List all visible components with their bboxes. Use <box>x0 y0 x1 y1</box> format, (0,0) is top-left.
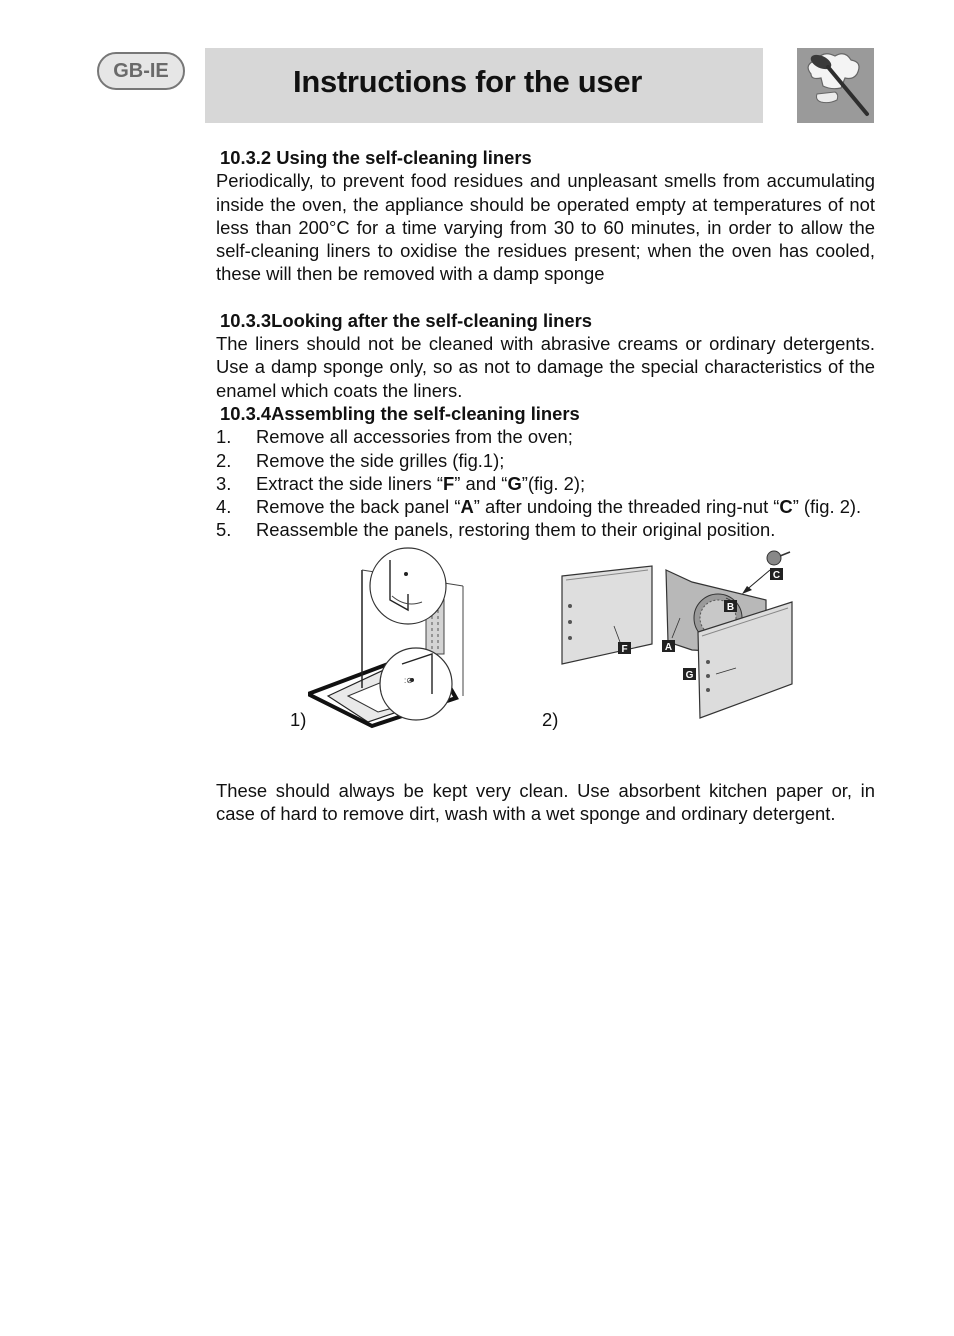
page-header <box>205 48 763 123</box>
list-item <box>216 495 875 518</box>
step-text: ” after undoing the threaded ring-nut “ <box>473 496 780 518</box>
chef-hat-spoon-icon <box>797 48 874 123</box>
list-item <box>216 472 875 495</box>
part-g-label: G <box>685 669 694 681</box>
step-text: Remove the side grilles (fig.1); <box>256 449 505 471</box>
oven-side-grille-figure <box>308 546 478 731</box>
step-number: 1. <box>216 426 232 448</box>
step-text: Extract the side liners “ <box>256 472 444 494</box>
svg-text::⊘: :⊘ <box>404 675 413 685</box>
step-number: 2. <box>216 449 232 471</box>
section-heading-using: 10.3.2 Using the self-cleaning liners <box>220 147 532 168</box>
section-heading-assembling: 10.3.4Assembling the self-cleaning liners <box>220 402 580 424</box>
step-text: ” and “ <box>454 472 508 494</box>
part-a-label: A <box>664 641 673 653</box>
part-f-ref: F <box>443 472 455 494</box>
list-item <box>216 425 875 448</box>
closing-paragraph: These should always be kept very clean. Use absorbent kitchen paper or, in case of hard to remove dirt, wash with a wet sponge and ordinary detergent. <box>216 779 875 825</box>
section-heading-looking-after: 10.3.3Looking after the self-cleaning liners <box>220 309 593 331</box>
part-f-label: F <box>621 643 628 655</box>
list-item <box>216 449 875 472</box>
page-title: Instructions for the user <box>293 64 643 99</box>
step-number: 3. <box>216 472 232 494</box>
liners-exploded-figure <box>556 546 801 728</box>
part-g-ref: G <box>507 472 522 494</box>
step-text: Remove all accessories from the oven; <box>256 426 573 448</box>
part-c-ref: C <box>779 496 793 518</box>
step-text: ” (fig. 2). <box>792 496 862 518</box>
part-c-label: C <box>772 569 781 581</box>
step-text: Reassemble the panels, restoring them to their original position. <box>256 519 776 541</box>
assembly-steps <box>216 425 875 541</box>
step-number: 4. <box>216 496 232 518</box>
content <box>216 146 875 825</box>
step-number: 5. <box>216 519 232 541</box>
section-body-looking-after: The liners should not be cleaned with abrasive creams or ordinary detergents. Use a damp sponge only, so as not to damage the special characteristics of the enamel which coats the liners. <box>216 333 875 401</box>
figures <box>216 542 875 738</box>
step-text: Remove the back panel “ <box>256 496 461 518</box>
list-item <box>216 518 875 541</box>
part-b-label: B <box>726 601 735 613</box>
region-badge: GB-IE <box>97 52 185 90</box>
step-text: ”(fig. 2); <box>521 472 586 494</box>
part-a-ref: A <box>460 496 474 518</box>
figure-2-label: 2) <box>542 708 559 730</box>
section-body-using: Periodically, to prevent food residues and unpleasant smells from accumulating inside the oven, the appliance should be operated empty at temperatures of not less than 200°C for a time varying from 30 to 60 minutes, in order to allow the self-cleaning liners to oxidise the residues present; when the oven has cooled, these will then be removed with a damp sponge <box>216 170 875 285</box>
figure-1-label: 1) <box>290 708 307 730</box>
